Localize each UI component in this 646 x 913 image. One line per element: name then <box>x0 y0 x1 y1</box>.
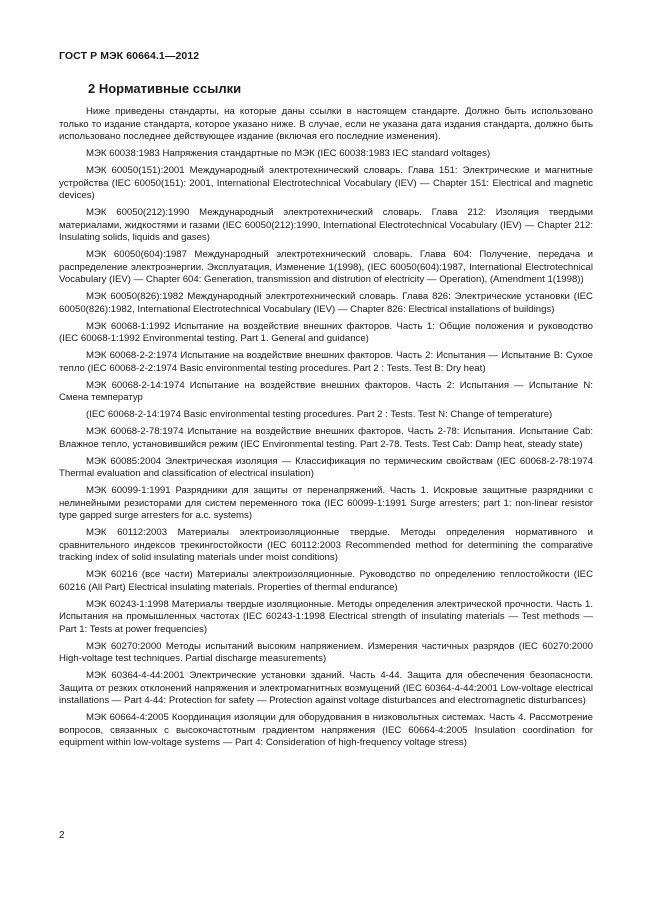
reference-entry: МЭК 60068-2-78:1974 Испытание на воздействие внешних факторов. Часть 2-78: Испытания. Испытание Cab: Влажное тепло, установившийся режим (IEC Environmental testing. Part 2-78. Tests. Test Cab: Damp heat, steady state) <box>59 426 593 450</box>
reference-entry: МЭК 60270:2000 Методы испытаний высоким напряжением. Измерения частичных разрядов (IEC 60270:2000 High-voltage test techniques. Partial discharge measurements) <box>59 640 593 665</box>
references-body <box>59 106 593 754</box>
reference-entry: МЭК 60099-1:1991 Разрядники для защиты от перенапряжений. Часть 1. Искровые защитные разрядники с нелинейными резисторами для систем переменного тока (IEC 60099-1:1991 Surge arresters; part 1: non-linear resistor type gapped surge arresters for a.c. systems) <box>59 485 593 522</box>
reference-entry: МЭК 60216 (все части) Материалы электроизоляционные. Руководство по определению теплостойкости (IEC 60216 (All Part) Electrical insulating materials. Properties of thermal endurance) <box>59 569 593 593</box>
reference-entry: (IEC 60068-2-14:1974 Basic environmental testing procedures. Part 2 : Tests. Test N: Change of temperature) <box>86 409 553 421</box>
reference-entry: МЭК 60068-1:1992 Испытание на воздействие внешних факторов. Часть 1: Общие положения и руководство (IEC 60068-1:1992 Environmental testing. Part 1. General and guidance) <box>59 320 593 345</box>
section-title: 2 Нормативные ссылки <box>88 81 242 96</box>
reference-entry: МЭК 60364-4-44:2001 Электрические установки зданий. Часть 4-44. Защита для обеспечения безопасности. Защита от резких отклонений напряжения и электромагнитных возмущений (IEC 60364-4-44:2001 Low-voltage electrical installations — Part 4-44: Protection for safety — Protection against voltage disturbances and electromagnetic disturbances) <box>59 670 593 707</box>
intro-paragraph: Ниже приведены стандарты, на которые даны ссылки в настоящем стандарте. Должно быть использовано только то издание стандарта, которое указано ниже. В случае, если не указана дата издания стандарта, должно быть использовано последнее действующее издание (включая его последние изменения). <box>59 106 593 143</box>
reference-entry: МЭК 60243-1:1998 Материалы твердые изоляционные. Методы определения электрической прочности. Часть 1. Испытания на промышленных частотах (IEC 60243-1:1998 Electrical strength of insulating materials — Test methods — Part 1: Tests at power frequencies) <box>59 598 593 635</box>
reference-entry: МЭК 60664-4:2005 Координация изоляции для оборудования в низковольтных системах. Часть 4. Рассмотрение вопросов, связанных с высокочастотным градиентом напряжения (IEC 60664-4:2005 Insulation coordination for equipment within low-voltage systems — Part 4: Consideration of high-frequency voltage stress) <box>59 712 593 749</box>
reference-entry: МЭК 60068-2-14:1974 Испытание на воздействие внешних факторов. Часть 2: Испытания — Испытание N: Смена температур <box>59 379 593 404</box>
reference-entry: МЭК 60050(151):2001 Международный электротехнический словарь. Глава 151: Электрические и магнитные устройства (IEC 60050(151): 2001, International Electrotechnical Vocabulary (IEV) — Chapter 151: Electrical and magnetic devices) <box>59 164 593 202</box>
reference-entry: МЭК 60050(604):1987 Международный электротехнический словарь. Глава 604: Получение, передача и распределение электроэнергии. Эксплуатация, Изменение 1(1998), (IEC 60050(604):1987, International Electrotechnical Vocabulary (IEV) — Chapter 604: Generation, transmission and distrution of electricity — Operation), (Amendment 1(1998)) <box>59 249 593 286</box>
reference-entry: МЭК 60050(212):1990 Международный электротехнический словарь. Глава 212: Изоляция твердыми материалами, жидкостями и газами (IEC 60050(212):1990, International Electrotechnical Vocabulary (IEV) — Chapter 212: Insulating solids, liquids and gases) <box>59 207 593 244</box>
page-number: 2 <box>59 830 65 841</box>
reference-entry: МЭК 60050(826):1982 Международный электротехнический словарь. Глава 826: Электрические установки (IEC 60050(826):1982, International Electrotechnical Vocabulary (IEV) — Chapter 826: Electrical installations of buildings) <box>59 291 593 315</box>
reference-entry: МЭК 60112:2003 Материалы электроизоляционные твердые. Методы определения нормативного и сравнительного индексов трекингостойкости (IEC 60112:2003 Recommended method for determining the comparative tracking index of solid insulating materials under moist conditions) <box>59 527 593 564</box>
reference-entry: МЭК 60085:2004 Электрическая изоляция — Классификация по термическим свойствам (IEC 60068-2-78:1974 Thermal evaluation and classification of electrical insulation) <box>59 455 593 480</box>
reference-entry: МЭК 60068-2-2:1974 Испытание на воздействие внешних факторов. Часть 2: Испытания — Испытание В: Сухое тепло (IEC 60068-2-2:1974 Basic environmental testing procedures. Part 2 : Tests. Test B: Dry heat) <box>59 350 593 374</box>
page-header-doc-id: ГОСТ Р МЭК 60664.1—2012 <box>59 50 200 62</box>
reference-entry: МЭК 60038:1983 Напряжения стандартные по МЭК (IEC 60038:1983 IEC standard voltages) <box>86 148 491 160</box>
